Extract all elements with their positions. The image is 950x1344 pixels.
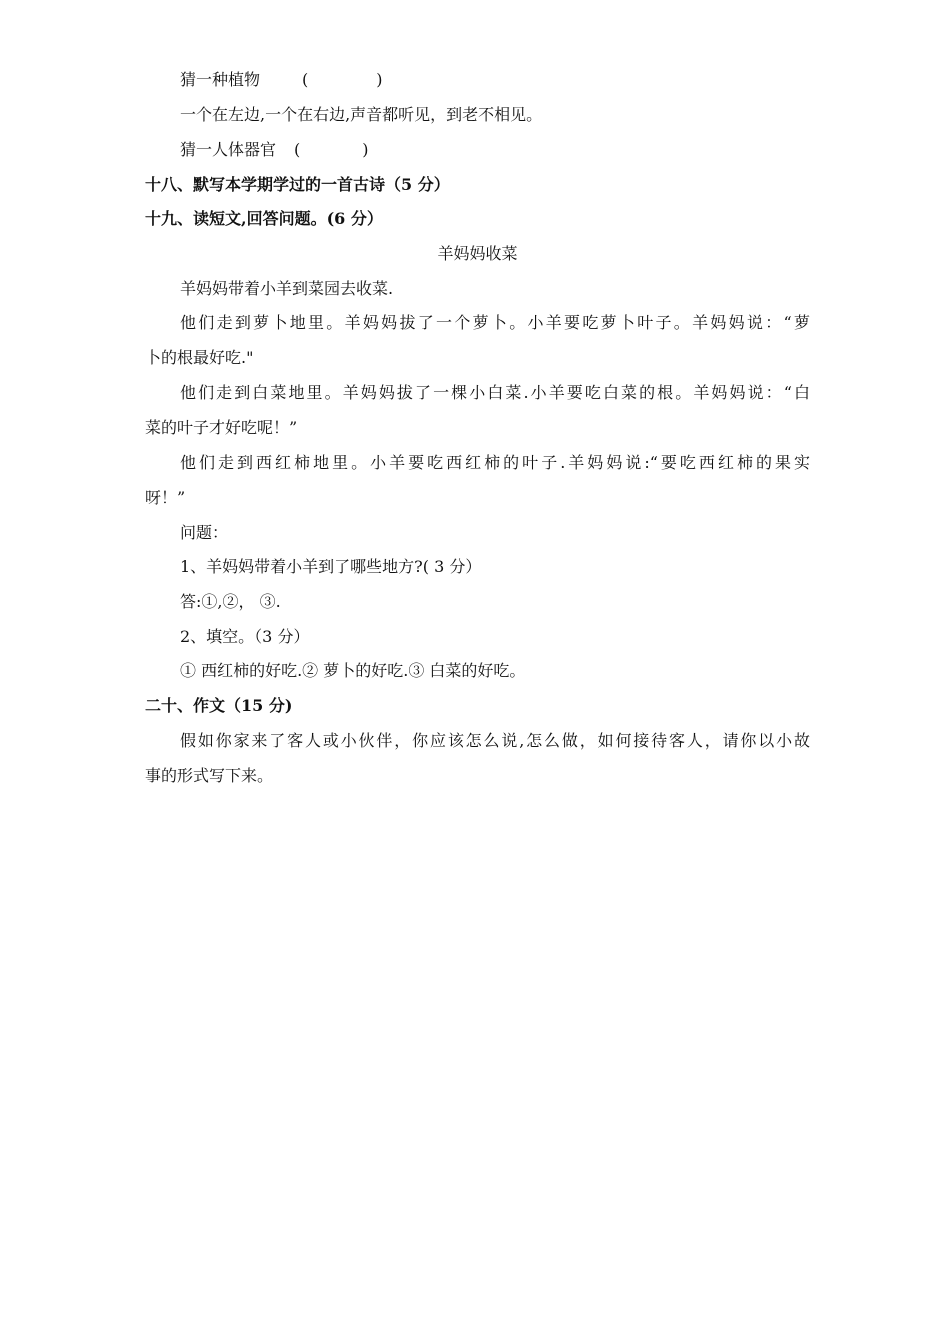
question-2-fill: ① 西红柿的好吃.② 萝卜的好吃.③ 白菜的好吃。 <box>180 661 526 680</box>
story-paragraph-2-line-2: 卜的根最好吃." <box>145 348 254 367</box>
questions-label: 问题： <box>180 523 229 542</box>
riddle-organ-line <box>180 139 810 161</box>
riddle-organ-paren-open: ( <box>294 140 301 159</box>
story-paragraph-3-line-1: 他们走到白菜地里。羊妈妈拔了一棵小白菜.小羊要吃白菜的根。羊妈妈说：“白 <box>180 383 810 402</box>
question-1: 1、羊妈妈带着小羊到了哪些地方?( 3 分） <box>180 557 482 576</box>
riddle-plant-paren-close: ) <box>376 70 383 89</box>
story-paragraph-4-line-2: 呀！” <box>145 488 186 507</box>
riddle-plant-paren-open: ( <box>302 70 309 89</box>
section-20-heading: 二十、作文（15 分) <box>145 696 293 715</box>
story-paragraph-3-line-2: 菜的叶子才好吃呢！” <box>145 418 298 437</box>
composition-prompt-line-2: 事的形式写下来。 <box>145 766 274 785</box>
question-2: 2、填空。（3 分） <box>180 627 310 646</box>
section-19-heading: 十九、读短文,回答问题。(6 分） <box>145 209 383 228</box>
riddle-organ-paren-close: ) <box>362 140 369 159</box>
composition-prompt-line-1: 假如你家来了客人或小伙伴，你应该怎么说,怎么做，如何接待客人，请你以小故 <box>180 731 810 750</box>
story-paragraph-1: 羊妈妈带着小羊到菜园去收菜. <box>180 279 394 298</box>
section-18-heading: 十八、默写本学期学过的一首古诗（5 分） <box>145 175 450 194</box>
riddle-ear-text: 一个在左边,一个在右边,声音都听见，到老不相见。 <box>180 105 543 124</box>
story-paragraph-2-line-1: 他们走到萝卜地里。羊妈妈拔了一个萝卜。小羊要吃萝卜叶子。羊妈妈说：“萝 <box>180 313 810 332</box>
riddle-plant-label: 猜一种植物 <box>180 70 261 89</box>
riddle-organ-label: 猜一人体器官 <box>180 140 277 159</box>
story-paragraph-4-line-1: 他们走到西红柿地里。小羊要吃西红柿的叶子.羊妈妈说:“要吃西红柿的果实 <box>180 453 810 472</box>
question-1-answer: 答:①,②， ③. <box>180 592 281 611</box>
story-title: 羊妈妈收菜 <box>437 244 518 263</box>
riddle-plant-line <box>180 69 810 91</box>
